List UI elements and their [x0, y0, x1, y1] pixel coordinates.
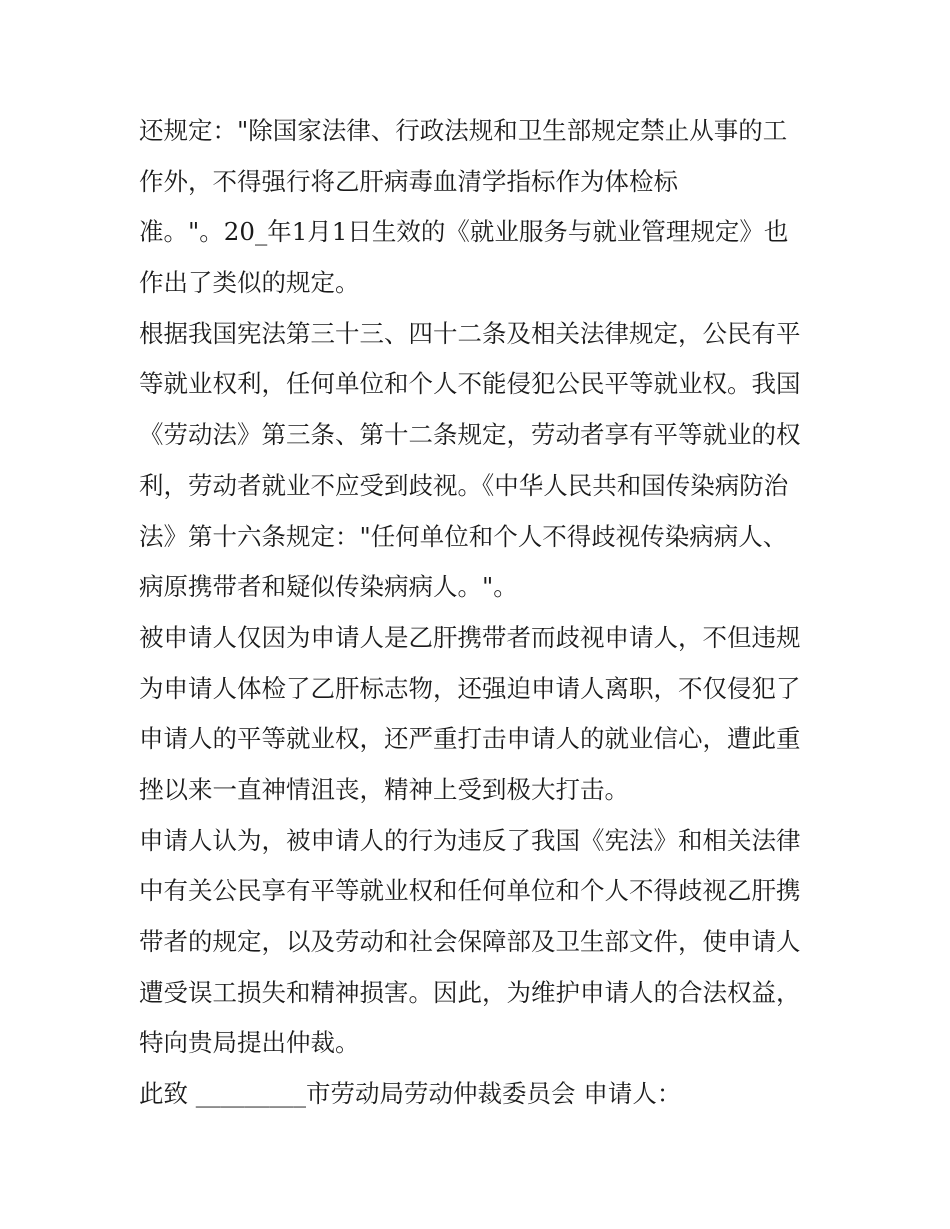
text-line: 《劳动法》第三条、第十二条规定，劳动者享有平等就业的权: [139, 420, 801, 450]
text-line: 申请人的平等就业权，还严重打击申请人的就业信心，遭此重: [139, 724, 801, 754]
text-line: 为申请人体检了乙肝标志物，还强迫申请人离职，不仅侵犯了: [139, 673, 801, 703]
text-line: 法》第十六条规定："任何单位和个人不得歧视传染病病人、: [139, 521, 788, 551]
text-line: 作外，不得强行将乙肝病毒血清学指标作为体检标: [139, 166, 678, 196]
text-line: 根据我国宪法第三十三、四十二条及相关法律规定，公民有平: [139, 318, 801, 348]
text-line: 被申请人仅因为申请人是乙肝携带者而歧视申请人，不但违规: [139, 622, 801, 652]
text-line: 准。"。20_年1月1日生效的《就业服务与就业管理规定》也: [139, 217, 789, 247]
text-line: 带者的规定，以及劳动和社会保障部及卫生部文件，使申请人: [139, 927, 801, 956]
text-line: 申请人认为，被申请人的行为违反了我国《宪法》和相关法律: [139, 825, 801, 855]
text-line: 特向贵局提出仲裁。: [139, 1028, 360, 1058]
closing-line: 此致 _________市劳动局劳动仲裁委员会 申请人：: [139, 1079, 682, 1109]
text-line: 等就业权利，任何单位和个人不能侵犯公民平等就业权。我国: [139, 369, 801, 399]
text-line: 作出了类似的规定。: [139, 268, 360, 298]
text-line: 遭受误工损失和精神损害。因此，为维护申请人的合法权益，: [139, 977, 801, 1007]
text-line: 中有关公民享有平等就业权和任何单位和个人不得歧视乙肝携: [139, 876, 801, 906]
text-line: 挫以来一直神情沮丧，精神上受到极大打击。: [139, 774, 629, 804]
text-line: 利，劳动者就业不应受到歧视。《中华人民共和国传染病防治: [139, 470, 789, 500]
text-line: 病原携带者和疑似传染病病人。"。: [139, 572, 518, 602]
text-line: 还规定："除国家法律、行政法规和卫生部规定禁止从事的工: [139, 116, 788, 145]
document-body: [139, 106, 819, 1120]
